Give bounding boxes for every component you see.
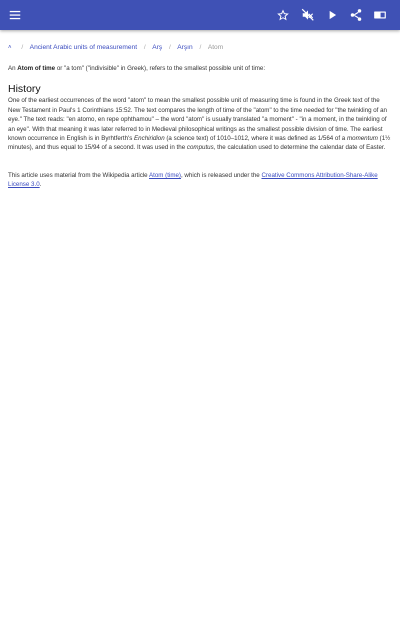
article-source-link[interactable]: Atom (time) bbox=[149, 171, 181, 179]
license-notice: This article uses material from the Wikipedia article Atom (time), which is released under the Creative Commons Attribution-Share-Alike License 3.0. bbox=[8, 171, 378, 189]
breadcrumb-current: Atom bbox=[207, 44, 224, 51]
app-bar bbox=[0, 0, 400, 30]
intro-paragraph: An Atom of time or "a tom" ("indivisible" in Greek), refers to the smallest possible unit of time: bbox=[8, 65, 266, 72]
breadcrumb bbox=[8, 44, 392, 51]
article-content bbox=[8, 64, 392, 190]
breadcrumb-item-ars[interactable]: Arş bbox=[152, 44, 163, 51]
section-heading-history: History bbox=[8, 83, 41, 96]
license-link[interactable]: Creative Commons Attribution-Share-Alike License 3.0 bbox=[8, 171, 378, 189]
volume-off-icon[interactable] bbox=[298, 5, 318, 25]
history-paragraph: One of the earliest occurrences of the word "atom" to mean the smallest possible unit of measuring time is found in the Greek text of the New Testament in Paul's 1 Corinthians 15:52. The text compares the length of time of the "atom" to the time needed for "the twinkling of an eye." The text reads: "en atomo, en repe ophthamou" – the word "atom" is usually translated "a moment" - "in a moment, in the twinkling of an eye". With that meaning it was later referred to in Medieval philosophical writings as the smallest possible division of time. The earliest known occurrence in English is in Byrhtferth's Enchiridion (a science text) of 1010–1012, where it was defined as 1/564 of a momentum (1½ minutes), and thus equal to 15/94 of a second. It was used in the computus, the calculation used to determine the calendar date of Easter. bbox=[8, 97, 391, 152]
menu-icon[interactable] bbox=[5, 5, 25, 25]
share-icon[interactable] bbox=[346, 5, 366, 25]
breadcrumb-item-ancient-arabic-units[interactable]: Ancient Arabic units of measurement bbox=[29, 44, 138, 51]
play-icon[interactable] bbox=[322, 5, 342, 25]
view-mode-icon[interactable] bbox=[370, 5, 390, 25]
breadcrumb-item-arsin[interactable]: Arşın bbox=[177, 44, 193, 51]
breadcrumb-separator: / bbox=[143, 44, 146, 51]
star-outline-icon[interactable] bbox=[273, 5, 293, 25]
breadcrumb-separator: / bbox=[168, 44, 171, 51]
breadcrumb-separator: / bbox=[199, 44, 202, 51]
breadcrumb-separator: / bbox=[21, 44, 24, 51]
up-arrow-icon[interactable]: ˄ bbox=[8, 45, 12, 51]
article-term: Atom of time bbox=[17, 65, 56, 72]
